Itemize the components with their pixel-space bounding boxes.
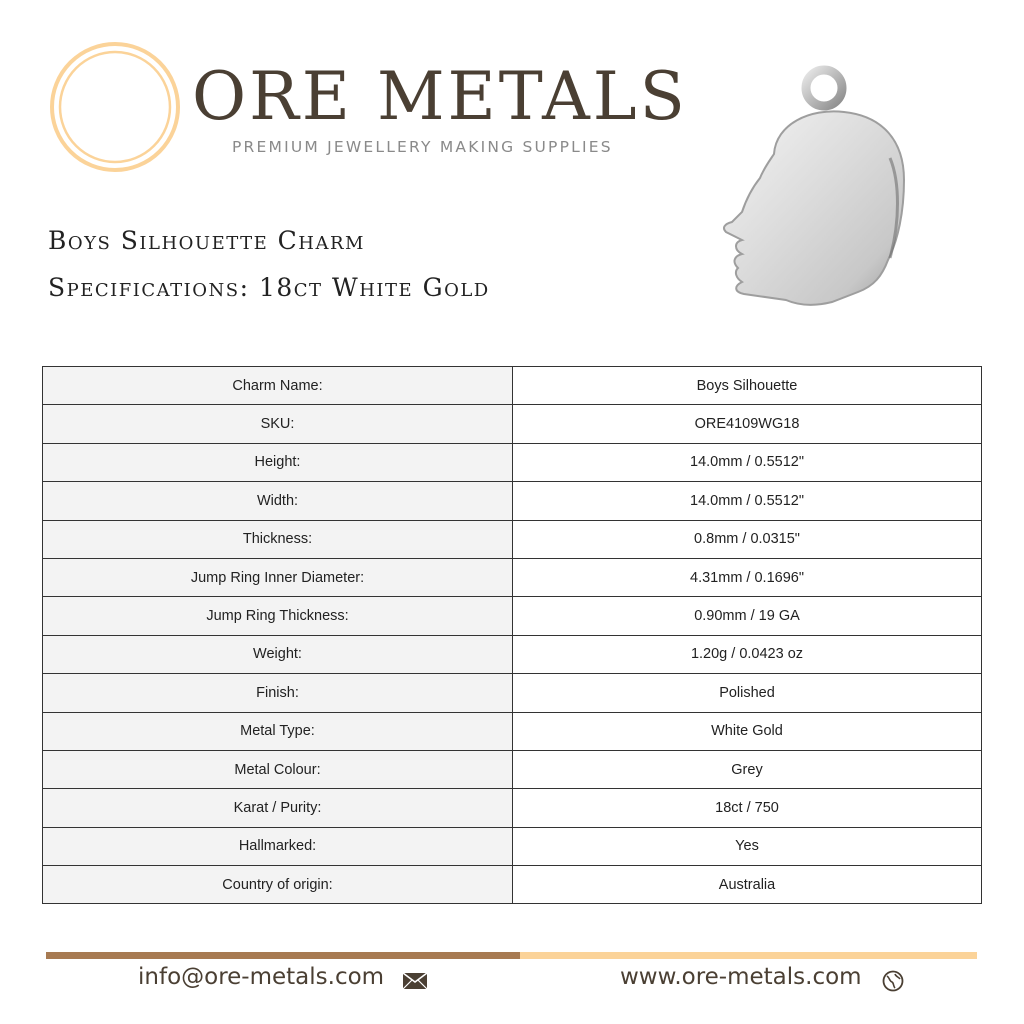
spec-label: Height: — [43, 443, 513, 481]
spec-label: Width: — [43, 482, 513, 520]
spec-label: Jump Ring Thickness: — [43, 597, 513, 635]
spec-row — [43, 520, 982, 558]
spec-label: Karat / Purity: — [43, 789, 513, 827]
spec-value: White Gold — [513, 712, 982, 750]
spec-label: Hallmarked: — [43, 827, 513, 865]
spec-row — [43, 827, 982, 865]
spec-row — [43, 482, 982, 520]
spec-label: Thickness: — [43, 520, 513, 558]
spec-value: 18ct / 750 — [513, 789, 982, 827]
globe-icon — [882, 970, 904, 992]
spec-label: Metal Type: — [43, 712, 513, 750]
charm-image — [712, 62, 918, 324]
spec-value: 1.20g / 0.0423 oz — [513, 635, 982, 673]
spec-value: Yes — [513, 827, 982, 865]
spec-value: ORE4109WG18 — [513, 405, 982, 443]
footer-bar-left — [46, 952, 520, 959]
spec-value: Grey — [513, 750, 982, 788]
spec-row — [43, 597, 982, 635]
spec-row — [43, 712, 982, 750]
spec-heading: Specifications: 18ct White Gold — [48, 273, 490, 302]
spec-label: Charm Name: — [43, 367, 513, 405]
spec-label: Metal Colour: — [43, 750, 513, 788]
footer-website[interactable]: www.ore-metals.com — [620, 964, 862, 990]
footer-email[interactable]: info@ore-metals.com — [138, 964, 385, 990]
spec-row — [43, 789, 982, 827]
envelope-icon — [402, 972, 428, 990]
spec-row — [43, 674, 982, 712]
spec-value: 14.0mm / 0.5512" — [513, 443, 982, 481]
spec-value: 14.0mm / 0.5512" — [513, 482, 982, 520]
spec-row — [43, 405, 982, 443]
spec-row — [43, 866, 982, 904]
brand-name: ORE METALS — [192, 58, 688, 135]
spec-label: Jump Ring Inner Diameter: — [43, 558, 513, 596]
spec-value: 0.90mm / 19 GA — [513, 597, 982, 635]
spec-row — [43, 558, 982, 596]
spec-value: 0.8mm / 0.0315" — [513, 520, 982, 558]
spec-row — [43, 367, 982, 405]
spec-value: 4.31mm / 0.1696" — [513, 558, 982, 596]
spec-label: Weight: — [43, 635, 513, 673]
spec-table — [42, 366, 982, 904]
spec-label: SKU: — [43, 405, 513, 443]
product-title: Boys Silhouette Charm — [48, 226, 365, 255]
spec-value: Boys Silhouette — [513, 367, 982, 405]
spec-label: Country of origin: — [43, 866, 513, 904]
spec-row — [43, 635, 982, 673]
footer-bar-right — [520, 952, 977, 959]
brand-tagline: PREMIUM JEWELLERY MAKING SUPPLIES — [232, 138, 613, 156]
spec-row — [43, 750, 982, 788]
spec-label: Finish: — [43, 674, 513, 712]
spec-value: Australia — [513, 866, 982, 904]
spec-value: Polished — [513, 674, 982, 712]
spec-row — [43, 443, 982, 481]
logo-ring-icon — [48, 40, 182, 174]
